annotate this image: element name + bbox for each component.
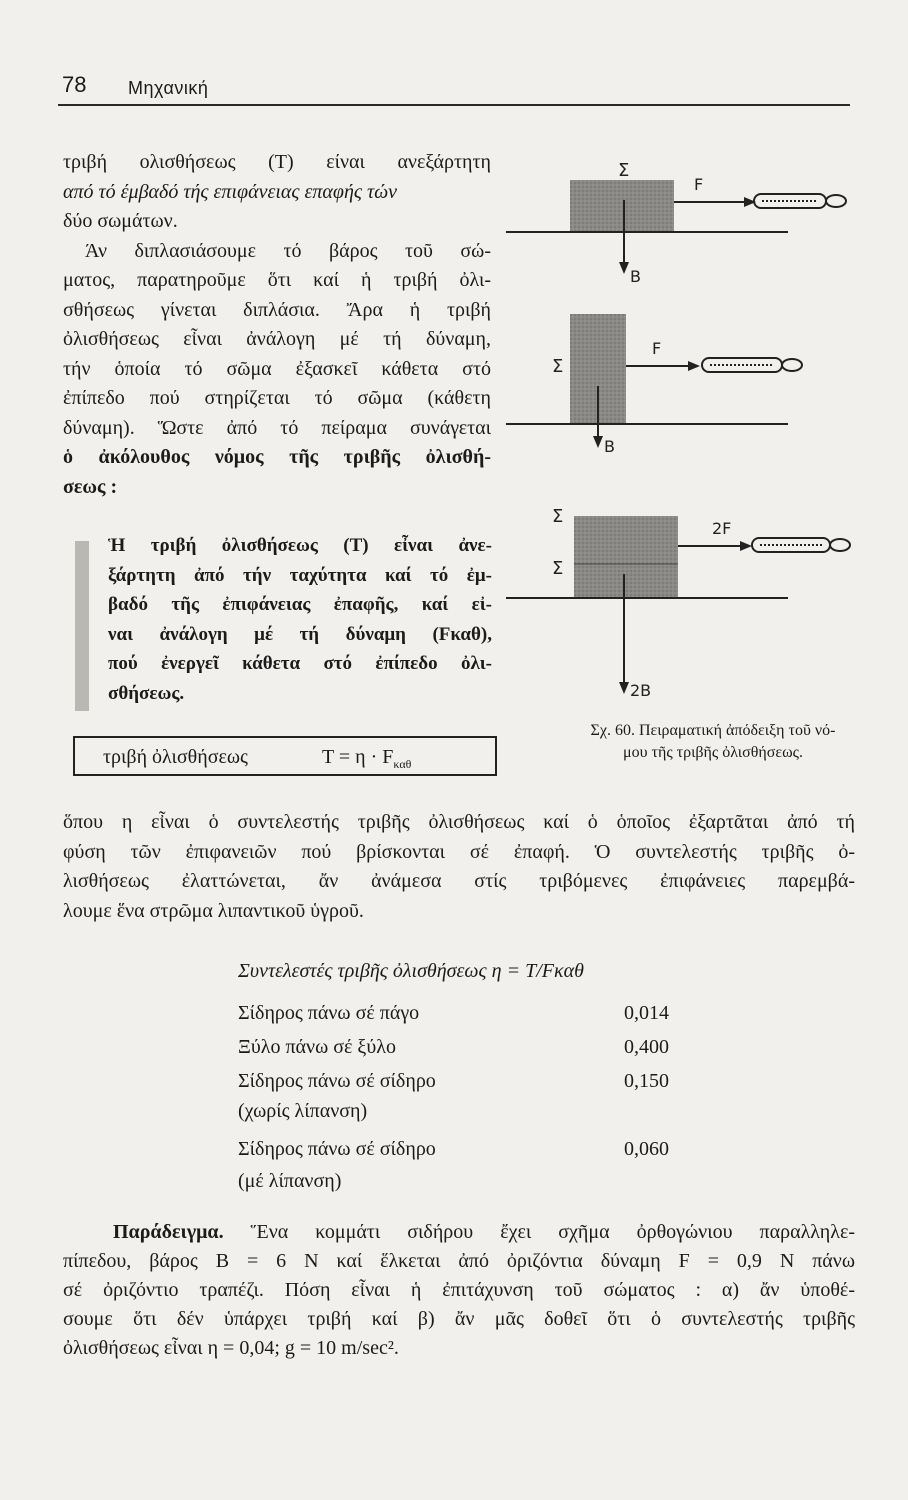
text-line: σθήσεως γίνεται διπλάσια. Ἄρα ἡ τριβή xyxy=(63,298,491,321)
law-line: ναι ἀνάλογη μέ τή δύναμη (Fκαθ), xyxy=(108,623,492,645)
text-line: λουμε ἕνα στρῶμα λιπαντικοῦ ὑγροῦ. xyxy=(63,899,364,922)
force-label: F xyxy=(652,339,662,358)
law-line: Ἡ τριβή ὀλισθήσεως (Τ) εἶναι ἀνε- xyxy=(108,535,492,556)
definition-paragraph xyxy=(63,808,855,926)
text-line: ὀλισθήσεως εἶναι η = 0,04; g = 10 m/sec². xyxy=(63,1337,399,1359)
weight-label: B xyxy=(604,437,615,456)
sigma-label: Σ xyxy=(552,558,564,579)
material-cell: Σίδηρος πάνω σέ πάγο xyxy=(238,1002,420,1024)
weight-label: 2B xyxy=(630,681,652,700)
block-bottom xyxy=(574,564,678,598)
force-label: F xyxy=(694,175,704,194)
material-note: (χωρίς λίπανση) xyxy=(238,1100,368,1122)
dynamometer-ring xyxy=(830,539,850,551)
text-line: τήν ὁποία τό σῶμα ἐξασκεῖ κάθετα στό xyxy=(63,357,491,380)
text-line: δύναμη). Ὥστε ἀπό τό πείραμα συνάγεται xyxy=(63,416,491,439)
text-line: τριβή ολισθήσεως (Τ) είναι ανεξάρτητη xyxy=(63,151,491,173)
setup-single-block xyxy=(506,160,846,286)
coefficients-title: Συντελεστές τριβῆς ὀλισθήσεως η = Τ/Fκαθ xyxy=(238,960,584,982)
force-label: 2F xyxy=(712,519,732,538)
caption-line: Σχ. 60. Πειραματική ἀπόδειξη τοῦ νό- xyxy=(590,722,836,739)
example-text: Ἕνα κομμάτι σιδήρου ἔχει σχῆμα ὀρθογώνιου παραλληλε- xyxy=(250,1221,856,1243)
example-first-line xyxy=(113,1218,855,1247)
material-note: (μέ λίπανση) xyxy=(238,1170,342,1192)
text-line: Άν διπλασιάσουμε τό βάρος τοῦ σώ- xyxy=(85,239,491,262)
text-line: λισθήσεως ἐλαττώνεται, ἄν ἀνάμεσα στίς τριβόμενες ἐπιφάνειες παρεμβά- xyxy=(63,870,855,892)
formula-main: T = η · F xyxy=(322,746,394,768)
formula-label: τριβή ὀλισθήσεως xyxy=(103,746,248,768)
header-rule xyxy=(58,104,850,106)
formula-subscript: καθ xyxy=(393,757,412,771)
weight-label: B xyxy=(630,267,641,286)
sigma-label: Σ xyxy=(618,160,630,181)
formula-expression xyxy=(322,746,411,772)
dynamometer-ring xyxy=(782,359,802,371)
setup-block-on-side xyxy=(506,314,802,456)
text-line: ἐπίπεδο πού στηρίζεται τό σῶμα (κάθετη xyxy=(63,387,491,409)
caption-line: μου τῆς τριβῆς ὀλισθήσεως. xyxy=(623,744,803,761)
text-line: από τό έμβαδό τής επιφάνειας επαφής τών xyxy=(63,180,397,203)
example-label: Παράδειγμα. xyxy=(113,1221,224,1243)
law-line: βαδό τῆς ἐπιφάνειας ἐπαφῆς, καί εἰ- xyxy=(108,594,492,615)
friction-experiment-figure xyxy=(506,150,898,710)
law-margin-bar xyxy=(75,541,89,711)
law-line: πού ἐνεργεῖ κάθετα στό ἐπίπεδο ὀλι- xyxy=(108,653,492,674)
block xyxy=(570,180,674,232)
dynamometer-body xyxy=(752,538,830,552)
law-line: σθήσεως. xyxy=(108,682,185,704)
text-line: φύση τῶν ἐπιφανειῶν πού βρίσκονται σέ ἐπαφή. Ὁ συντελεστής τριβῆς ὀ- xyxy=(63,840,855,863)
text-line: δύο σωμάτων. xyxy=(63,210,178,232)
text-line: ματος, παρατηροῦμε ὅτι καί ἡ τριβή ὀλι- xyxy=(63,269,491,291)
law-line: ξάρτητη ἀπό τήν ταχύτητα καί τό ἐμ- xyxy=(108,564,492,586)
text-line: σουμε ὅτι δέν ὑπάρχει τριβή καί β) ἄν μᾶς δοθεῖ ὅτι ὁ συντελεστής τριβῆς xyxy=(63,1308,855,1330)
sigma-label: Σ xyxy=(552,506,564,527)
law-statement xyxy=(108,531,492,708)
text-line: πίπεδου, βάρος B = 6 N καί ἕλκεται ἀπό ὀριζόντια δύναμη F = 0,9 N πάνω xyxy=(63,1250,855,1272)
figure-caption xyxy=(548,720,878,764)
material-cell: Σίδηρος πάνω σέ σίδηρο xyxy=(238,1138,436,1160)
page-number: 78 xyxy=(62,72,87,97)
text-line: ὅπου η εἶναι ὁ συντελεστής τριβῆς ὀλισθήσεως καί ὁ ὁποῖος ἐξαρτᾶται ἀπό τή xyxy=(63,811,855,833)
material-cell: Σίδηρος πάνω σέ σίδηρο xyxy=(238,1070,436,1092)
value-cell: 0,060 xyxy=(624,1138,669,1160)
block-top xyxy=(574,516,678,564)
text-line: σεως : xyxy=(63,475,118,498)
text-line: ὀλισθήσεως εἶναι ἀνάλογη μέ τή δύναμη, xyxy=(63,328,491,350)
left-paragraph xyxy=(63,148,491,502)
sigma-label: Σ xyxy=(552,356,564,377)
example-paragraph xyxy=(63,1247,855,1363)
dynamometer-ring xyxy=(826,195,846,207)
value-cell: 0,150 xyxy=(624,1070,669,1092)
material-cell: Ξύλο πάνω σέ ξύλο xyxy=(238,1036,396,1058)
text-line: ὁ ἀκόλουθος νόμος τῆς τριβῆς ὀλισθή- xyxy=(63,446,491,468)
setup-two-blocks xyxy=(506,506,850,700)
text-line: σέ ὀριζόντιο τραπέζι. Πόση εἶναι ἡ ἐπιτάχυνση τοῦ σώματος : α) ἄν ὑποθέ- xyxy=(63,1279,855,1301)
value-cell: 0,014 xyxy=(624,1002,669,1024)
running-title: Μηχανική xyxy=(128,78,209,98)
value-cell: 0,400 xyxy=(624,1036,669,1058)
